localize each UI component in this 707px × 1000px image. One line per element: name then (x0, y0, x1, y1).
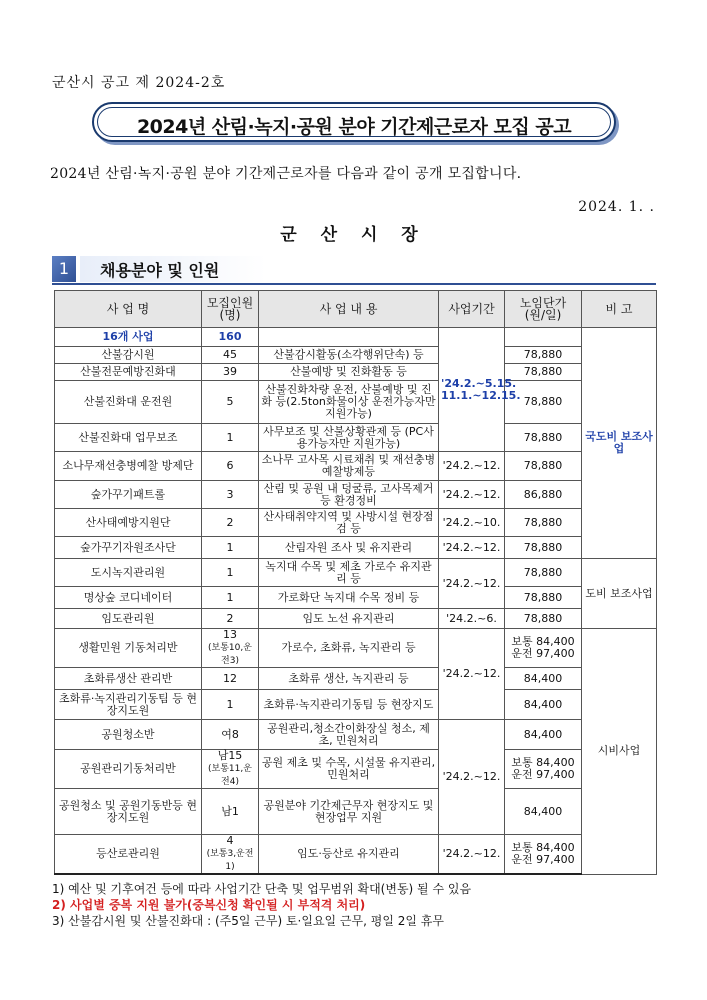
row-content: 임도·등산로 유지관리 (259, 835, 439, 875)
summary-row (55, 328, 657, 347)
period-life: '24.2.~12. (439, 629, 505, 720)
row-content: 산림 및 공원 내 덩굴류, 고사목제거 등 환경정비 (259, 481, 439, 509)
header-note: 비 고 (582, 291, 657, 328)
row-count: 5 (202, 381, 259, 424)
row-wage: 84,400 (505, 720, 582, 750)
row-content: 가로수, 초화류, 녹지관리 등 (259, 629, 439, 668)
row-content: 초화류·녹지관리기동팀 등 현장지도 (259, 690, 439, 720)
row-wage: 78,880 (505, 609, 582, 629)
table-row (55, 537, 657, 559)
header-name: 사 업 명 (55, 291, 202, 328)
row-name: 초화류생산 관리반 (55, 668, 202, 690)
row-name: 공원청소반 (55, 720, 202, 750)
footnote-3: 3) 산불감시원 및 산불진화대 : (주5일 근무) 토·일요일 근무, 평일 2일 휴무 (52, 914, 444, 928)
table-row (55, 720, 657, 750)
row-name: 도시녹지관리원 (55, 559, 202, 587)
row-name: 숲가꾸기자원조사단 (55, 537, 202, 559)
header-wage: 노임단가 (원/일) (505, 291, 582, 328)
row-content: 소나무 고사목 시료채취 및 재선충병 예찰방제등 (259, 452, 439, 481)
row-content: 산림자원 조사 및 유지관리 (259, 537, 439, 559)
row-count: 39 (202, 364, 259, 381)
table-row (55, 559, 657, 587)
row-name: 공원청소 및 공원기동반등 현장지도원 (55, 789, 202, 835)
summary-content-empty (259, 328, 439, 347)
row-wage: 보통 84,400 운전 97,400 (505, 835, 582, 875)
table-row (55, 509, 657, 537)
summary-name: 16개 사업 (55, 328, 202, 347)
row-wage: 78,880 (505, 424, 582, 452)
row-count: 1 (202, 690, 259, 720)
table-row (55, 587, 657, 609)
row-count: 1 (202, 424, 259, 452)
row-count: 남1 (202, 789, 259, 835)
notice-number: 군산시 공고 제 2024-2호 (52, 75, 226, 91)
row-count-sub: (보통10,운전3) (208, 643, 252, 666)
row-name: 임도관리원 (55, 609, 202, 629)
period-green: '24.2.~12. (439, 559, 505, 609)
table-row (55, 629, 657, 668)
note-provincial: 도비 보조사업 (582, 559, 657, 629)
row-period: '24.2.~10. (439, 509, 505, 537)
row-content: 초화류 생산, 녹지관리 등 (259, 668, 439, 690)
row-wage: 78,880 (505, 347, 582, 364)
row-wage: 78,880 (505, 587, 582, 609)
period-fire: '24.2.~5.15. 11.1.~12.15. (439, 328, 505, 452)
row-count-main: 4 (226, 834, 234, 847)
row-count: 12 (202, 668, 259, 690)
row-wage: 보통 84,400 운전 97,400 (505, 629, 582, 668)
table-header-row (55, 291, 657, 328)
row-name: 소나무재선충병예찰 방제단 (55, 452, 202, 481)
table-row (55, 364, 657, 381)
row-name: 공원관리기동처리반 (55, 750, 202, 789)
row-name: 명상숲 코디네이터 (55, 587, 202, 609)
row-wage: 78,880 (505, 537, 582, 559)
row-content: 공원관리,청소간이화장실 청소, 제초, 민원처리 (259, 720, 439, 750)
notice-date: 2024. 1. . (578, 199, 655, 215)
row-period: '24.2.~12. (439, 835, 505, 875)
row-count-sub: (보통11,운전4) (208, 764, 252, 787)
table-row (55, 452, 657, 481)
intro-text: 2024년 산림·녹지·공원 분야 기간제근로자를 다음과 같이 공개 모집합니다. (50, 166, 522, 182)
footnote-1: 1) 예산 및 기후여건 등에 따라 사업기간 단축 및 업무범위 확대(변동) 될 수 있음 (52, 882, 472, 896)
summary-wage-empty (505, 328, 582, 347)
row-count-main: 13 (223, 628, 237, 641)
row-content: 공원분야 기간제근무자 현장지도 및 현장업무 지원 (259, 789, 439, 835)
row-wage: 86,880 (505, 481, 582, 509)
page-title: 2024년 산림·녹지·공원 분야 기간제근로자 모집 공고 (136, 116, 572, 138)
row-period: '24.2.~12. (439, 537, 505, 559)
row-wage: 78,880 (505, 381, 582, 424)
title-box (92, 102, 616, 142)
recruitment-table (54, 290, 657, 875)
row-content: 산사태취약지역 및 사방시설 현장점검 등 (259, 509, 439, 537)
row-count: 1 (202, 587, 259, 609)
section-title: 채용분야 및 인원 (100, 261, 220, 280)
row-wage: 78,880 (505, 559, 582, 587)
row-wage: 84,400 (505, 789, 582, 835)
issuer-name: 군 산 시 장 (280, 225, 427, 245)
row-content: 산불진화차량 운전, 산불예방 및 진화 등(2.5ton화물이상 운전가능자만 지원가능) (259, 381, 439, 424)
row-content: 공원 제초 및 수목, 시설물 유지관리, 민원처리 (259, 750, 439, 789)
row-count-sub: (보통3,운전1) (206, 849, 254, 872)
row-name: 숲가꾸기패트롤 (55, 481, 202, 509)
row-name: 산불감시원 (55, 347, 202, 364)
row-period: '24.2.~12. (439, 452, 505, 481)
section-divider (52, 283, 656, 285)
note-city: 시비사업 (582, 629, 657, 875)
row-wage: 78,880 (505, 509, 582, 537)
period-park: '24.2.~12. (439, 720, 505, 835)
row-count: 3 (202, 481, 259, 509)
row-wage: 78,880 (505, 364, 582, 381)
footnote-2: 2) 사업별 중복 지원 불가(중복신청 확인될 시 부적격 처리) (52, 898, 366, 912)
table-row (55, 609, 657, 629)
row-wage: 84,400 (505, 690, 582, 720)
row-period: '24.2.~6. (439, 609, 505, 629)
row-count (202, 835, 259, 875)
table-row (55, 668, 657, 690)
table-row (55, 750, 657, 789)
table-row (55, 835, 657, 875)
row-count: 1 (202, 537, 259, 559)
row-content: 가로화단 녹지대 수목 정비 등 (259, 587, 439, 609)
row-name: 산불진화대 운전원 (55, 381, 202, 424)
header-content: 사 업 내 용 (259, 291, 439, 328)
row-count-main: 남15 (217, 749, 243, 762)
row-content: 사무보조 및 산불상황관제 등 (PC사용가능자만 지원가능) (259, 424, 439, 452)
row-count: 2 (202, 609, 259, 629)
row-content: 산불감시활동(소각행위단속) 등 (259, 347, 439, 364)
note-national: 국도비 보조사업 (582, 328, 657, 559)
row-count: 2 (202, 509, 259, 537)
row-wage: 84,400 (505, 668, 582, 690)
table-row (55, 381, 657, 424)
row-period: '24.2.~12. (439, 481, 505, 509)
row-count (202, 750, 259, 789)
row-count (202, 629, 259, 668)
row-content: 녹지대 수목 및 제초 가로수 유지관리 등 (259, 559, 439, 587)
table-row (55, 690, 657, 720)
row-name: 산불진화대 업무보조 (55, 424, 202, 452)
section-number: 1 (52, 256, 76, 282)
table-row (55, 789, 657, 835)
row-content: 임도 노선 유지관리 (259, 609, 439, 629)
table-row (55, 481, 657, 509)
summary-count: 160 (202, 328, 259, 347)
row-count: 1 (202, 559, 259, 587)
row-name: 산사태예방지원단 (55, 509, 202, 537)
table-row (55, 424, 657, 452)
footnotes (52, 881, 471, 929)
table-row (55, 347, 657, 364)
row-wage: 78,880 (505, 452, 582, 481)
row-name: 초화류·녹지관리기동팀 등 현장지도원 (55, 690, 202, 720)
header-count: 모집인원 (명) (202, 291, 259, 328)
row-name: 생활민원 기동처리반 (55, 629, 202, 668)
row-count: 45 (202, 347, 259, 364)
row-name: 등산로관리원 (55, 835, 202, 875)
row-content: 산불예방 및 진화활동 등 (259, 364, 439, 381)
row-name: 산불전문예방진화대 (55, 364, 202, 381)
header-period: 사업기간 (439, 291, 505, 328)
row-wage: 보통 84,400 운전 97,400 (505, 750, 582, 789)
row-count: 여8 (202, 720, 259, 750)
row-count: 6 (202, 452, 259, 481)
